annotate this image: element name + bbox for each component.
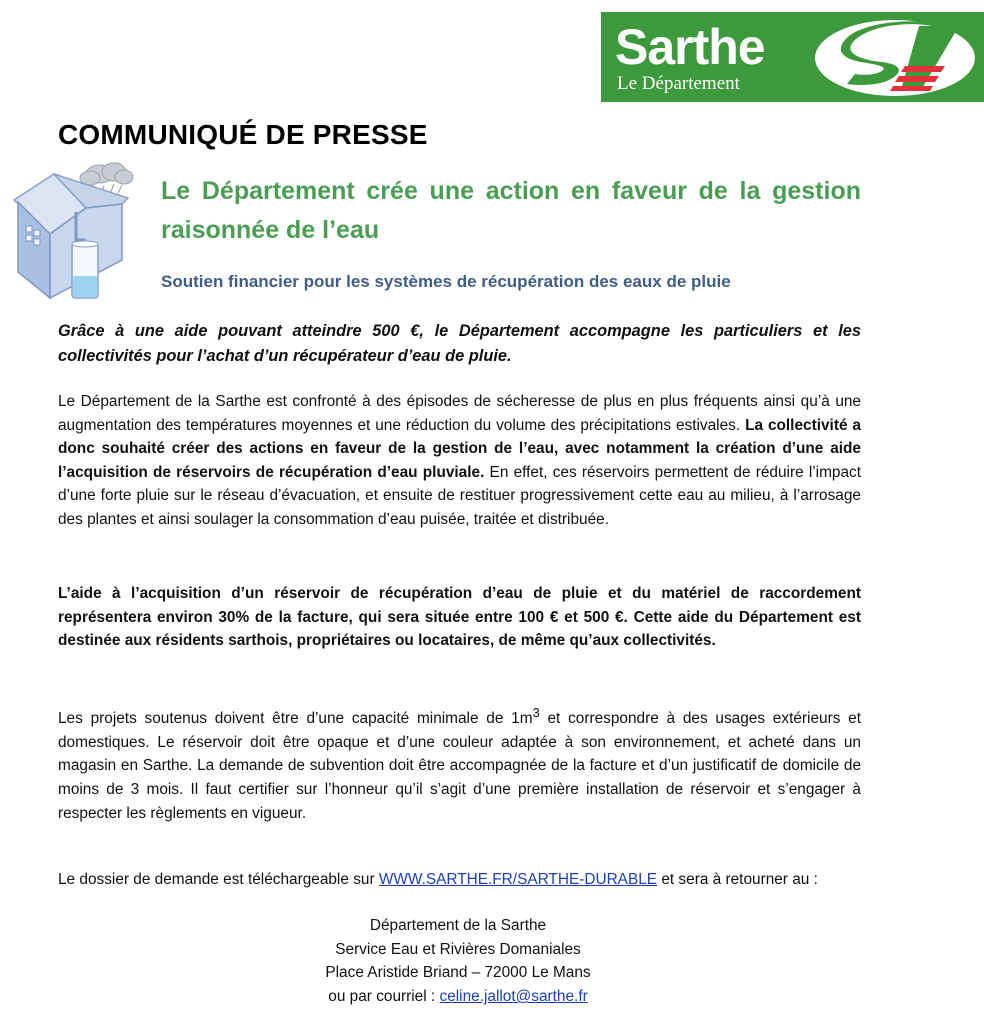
lead-paragraph: Grâce à une aide pouvant atteindre 500 €, le Département accompagne les particuliers et les collectivités pour l’achat d’un récupérateur d’eau de pluie.: [58, 322, 861, 365]
logo-subtitle: Le Département: [617, 73, 740, 94]
paragraph-conditions-start: Les projets soutenus doivent être d’une capacité minimale de 1m: [58, 710, 533, 728]
house-rain-water-tank-icon: [10, 160, 140, 305]
paragraph-context-rest: En effet, ces réservoirs permettent de réduire l’impact d’une forte pluie sur le réseau d’évacuation, et ensuite de restituer progressivement cette eau au milieu, à l’arrosage des plantes et ainsi soulager la consommation d’eau puisée, traitée et distribuée.: [58, 463, 861, 528]
paragraph-conditions-rest: et correspondre à des usages extérieurs et domestiques. Le réservoir doit être opaque et d’une couleur adaptée à son environnement, et acheté dans un magasin en Sarthe. La demande de subvention doit être accompagnée de la facture et d’un justificatif de domicile de moins de 3 mois. Il faut certifier sur l’honneur qu’il s’agit d’une première installation de réservoir et s’engager à respecter les règlements en vigueur.: [58, 710, 861, 822]
email-link[interactable]: celine.jallot@sarthe.fr: [439, 988, 588, 1006]
sarthe-logo: [601, 12, 984, 102]
paragraph-context-bold: La collectivité a donc souhaité créer des actions en faveur de la gestion de l’eau, avec notamment la création d’une aide l’acquisition de réservoirs de récupération d’eau pluviale.: [58, 416, 861, 481]
sarthe-durable-link[interactable]: WWW.SARTHE.FR/SARTHE-DURABLE: [378, 871, 658, 888]
cubic-superscript: 3: [532, 705, 540, 720]
address-line-email: [258, 985, 658, 1009]
sarthe-emblem-icon: [809, 16, 979, 100]
paragraph-application-start: Le dossier de demande est téléchargeable sur: [58, 871, 379, 888]
logo-brand-text: Sarthe: [615, 19, 765, 75]
address-line-service: Service Eau et Rivières Domaniales: [335, 940, 581, 958]
address-line-street: Place Aristide Briand – 72000 Le Mans: [325, 964, 591, 982]
press-release-subtitle: Soutien financier pour les systèmes de récupération des eaux de pluie: [161, 272, 731, 291]
press-release-heading: COMMUNIQUÉ DE PRESSE: [58, 119, 428, 150]
address-line-department: Département de la Sarthe: [369, 917, 547, 934]
paragraph-application: [58, 868, 861, 892]
paragraph-application-end: et sera à retourner au :: [657, 871, 818, 888]
address-block: [258, 914, 658, 1009]
press-release-title: Le Département crée une action en faveur de la gestion raisonnée de l’eau: [161, 177, 861, 244]
paragraph-conditions: [58, 701, 861, 825]
paragraph-context-intro: Le Département de la Sarthe est confronté à des épisodes de sécheresse de plus en plus fréquents ainsi qu’à une augmentation des températures moyennes et une réduction du volume des précipitations estivales.: [58, 393, 861, 434]
email-prefix: ou par courriel :: [328, 988, 440, 1006]
paragraph-aid-details: L’aide à l’acquisition d’un réservoir de récupération d’eau de pluie et du matériel de raccordement représentera environ 30% de la facture, qui sera située entre 100 € et 500 €. Cette aide du Département est destinée aux résidents sarthois, propriétaires ou locataires, de même qu’aux collectivités.: [58, 585, 861, 650]
paragraph-context: [58, 390, 861, 532]
